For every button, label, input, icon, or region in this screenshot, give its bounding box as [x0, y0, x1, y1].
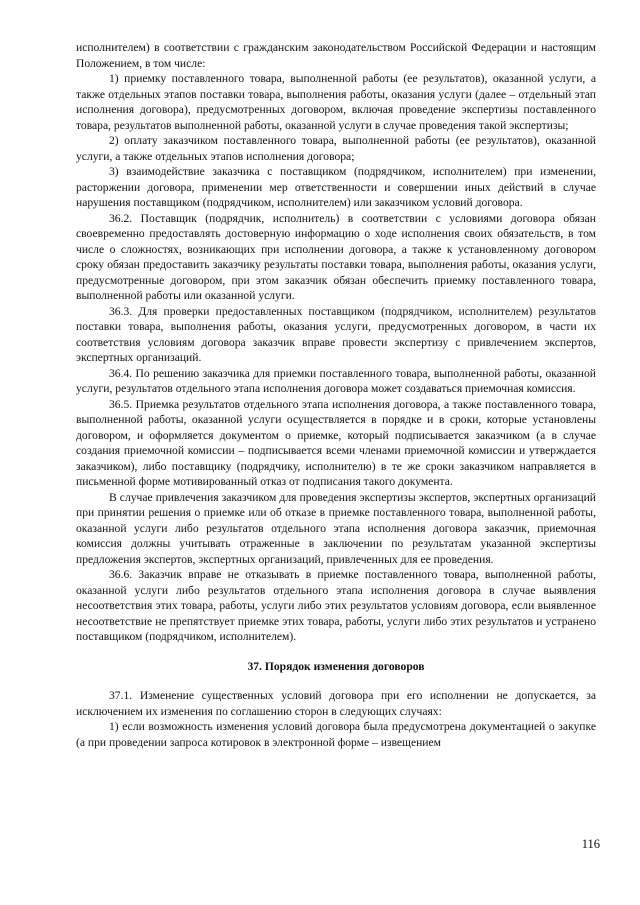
paragraph-continuation: исполнителем) в соответствии с гражданским законодательством Российской Федерации и настоящим Положением, в том числе: [76, 41, 596, 70]
paragraph-item-1: 1) приемку поставленного товара, выполненной работы (ее результатов), оказанной услуги, а также отдельных этапов поставки товара, выполнения работы, оказания услуги (далее – отдельный этап исполнения договора), предусмотренных договором, включая проведение экспертизы поставленного товара, результатов выполненной работы, оказанной услуги в случае проведения такой экспертизы; [76, 72, 596, 132]
paragraph-36-5: 36.5. Приемка результатов отдельного этапа исполнения договора, а также поставленного товара, выполненной работы, оказанной услуги осуществляется в порядке и в сроки, которые установлены договором, и оформляется документом о приемке, который подписывается заказчиком (а в случае создания приемочной комиссии – подписывается всеми членами приемочной комиссии и утверждается заказчиком), либо поставщику (подрядчику, исполнителю) в те же сроки заказчиком направляется в письменной форме мотивированный отказ от подписания такого документа. [76, 397, 596, 488]
document-body [76, 40, 596, 750]
page-number: 116 [581, 837, 600, 851]
section-heading: 37. Порядок изменения договоров [247, 659, 425, 673]
paragraph-36-6: 36.6. Заказчик вправе не отказывать в приемке поставленного товара, выполненной работы, оказанной услуги либо результатов отдельного этапа исполнения договора в случае выявления несоответствия этих товара, работы, услуги либо этих результатов условиям договора, если выявленное несоответствие не препятствует приемке этих товара, работы, услуги либо этих результатов и устранено поставщиком (подрядчиком, исполнителем). [76, 568, 596, 643]
paragraph-item-2: 2) оплату заказчиком поставленного товара, выполненной работы (ее результатов), оказанной услуги, а также отдельных этапов исполнения договора; [76, 134, 596, 163]
paragraph-item-3: 3) взаимодействие заказчика с поставщиком (подрядчиком, исполнителем) при изменении, расторжении договора, применении мер ответственности и совершении иных действий в случае нарушения поставщиком (подрядчиком, исполнителем) или заказчиком условий договора. [76, 165, 596, 209]
paragraph-37-1: 37.1. Изменение существенных условий договора при его исполнении не допускается, за исключением их изменения по соглашению сторон в следующих случаях: [76, 689, 596, 718]
paragraph-36-3: 36.3. Для проверки предоставленных поставщиком (подрядчиком, исполнителем) результатов поставки товара, выполнения работы, оказания услуги, предусмотренных договором, в части их соответствия условиям договора заказчик вправе провести экспертизу с привлечением экспертов, экспертных организаций. [76, 304, 596, 364]
paragraph-36-2: 36.2. Поставщик (подрядчик, исполнитель) в соответствии с условиями договора обязан своевременно предоставлять достоверную информацию о ходе исполнения своих обязательств, в том числе о сложностях, возникающих при исполнении договора, а также к установленному договором сроку обязан предоставить заказчику результаты поставки товара, выполнения работы, оказания услуги, предусмотренные договором, при этом заказчик обязан обеспечить приемку поставленного товара, выполненной работы или оказанной услуги. [76, 211, 596, 302]
paragraph-36-4: 36.4. По решению заказчика для приемки поставленного товара, выполненной работы, оказанной услуги, результатов отдельного этапа исполнения договора может создаваться приемочная комиссия. [76, 366, 596, 395]
paragraph-36-5-experts: В случае привлечения заказчиком для проведения экспертизы экспертов, экспертных организаций при принятии решения о приемке или об отказе в приемке поставленного товара, выполненной работы, оказанной услуги либо результатов отдельного этапа исполнения договора заказчик, приемочная комиссия должны учитывать отраженные в заключении по результатам указанной экспертизы предложения экспертов, экспертных организаций, привлеченных для ее проведения. [76, 490, 596, 566]
paragraph-37-1-item-1: 1) если возможность изменения условий договора была предусмотрена документацией о закупке (а при проведении запроса котировок в электронной форме – извещением [76, 720, 596, 749]
